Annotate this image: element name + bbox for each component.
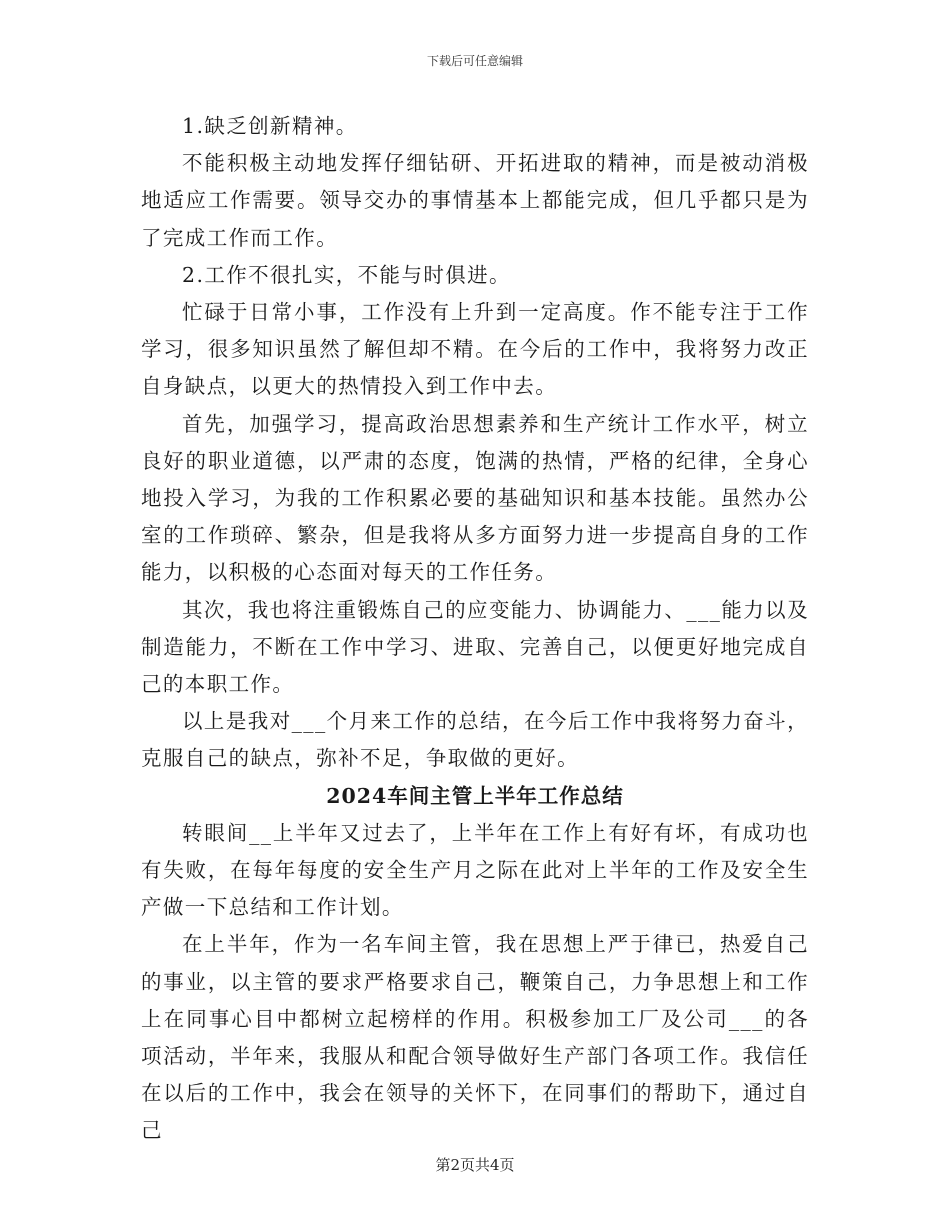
paragraph: 以上是我对___个月来工作的总结，在今后工作中我将努力奋斗，克服自己的缺点，弥补不足，争取做的更好。 [141, 709, 809, 771]
paragraph: 2.工作不很扎实，不能与时俱进。 [182, 262, 511, 287]
page-number: 第2页共4页 [435, 1156, 515, 1174]
document-body [141, 108, 809, 1150]
page-header-note: 下载后可任意编辑 [426, 54, 523, 68]
section-title: 2024车间主管上半年工作总结 [326, 783, 624, 808]
paragraph: 在上半年，作为一名车间主管，我在思想上严于律已，热爱自己的事业，以主管的要求严格要求自己，鞭策自己，力争思想上和工作上在同事心目中都树立起榜样的作用。积极参加工厂及公司___的各项活动，半年来，我服从和配合领导做好生产部门各项工作。我信任在以后的工作中，我会在领导的关怀下，在同事们的帮助下，通过自己 [141, 932, 809, 1143]
paragraph: 首先，加强学习，提高政治思想素养和生产统计工作水平，树立良好的职业道德，以严肃的态度，饱满的热情，严格的纪律，全身心地投入学习，为我的工作积累必要的基础知识和基本技能。虽然办公室的工作琐碎、繁杂，但是我将从多方面努力进一步提高自身的工作能力，以积极的心态面对每天的工作任务。 [141, 411, 809, 585]
paragraph: 1.缺乏创新精神。 [182, 114, 358, 138]
paragraph: 其次，我也将注重锻炼自己的应变能力、协调能力、___能力以及制造能力，不断在工作中学习、进取、完善自己，以便更好地完成自己的本职工作。 [141, 597, 809, 697]
paragraph: 忙碌于日常小事，工作没有上升到一定高度。作不能专注于工作学习，很多知识虽然了解但却不精。在今后的工作中，我将努力改正自身缺点，以更大的热情投入到工作中去。 [141, 300, 809, 399]
paragraph: 不能积极主动地发挥仔细钻研、开拓进取的精神，而是被动消极地适应工作需要。领导交办的事情基本上都能完成，但几乎都只是为了完成工作而工作。 [141, 151, 809, 250]
paragraph: 转眼间__上半年又过去了，上半年在工作上有好有坏，有成功也有失败，在每年每度的安全生产月之际在此对上半年的工作及安全生产做一下总结和工作计划。 [141, 820, 809, 920]
